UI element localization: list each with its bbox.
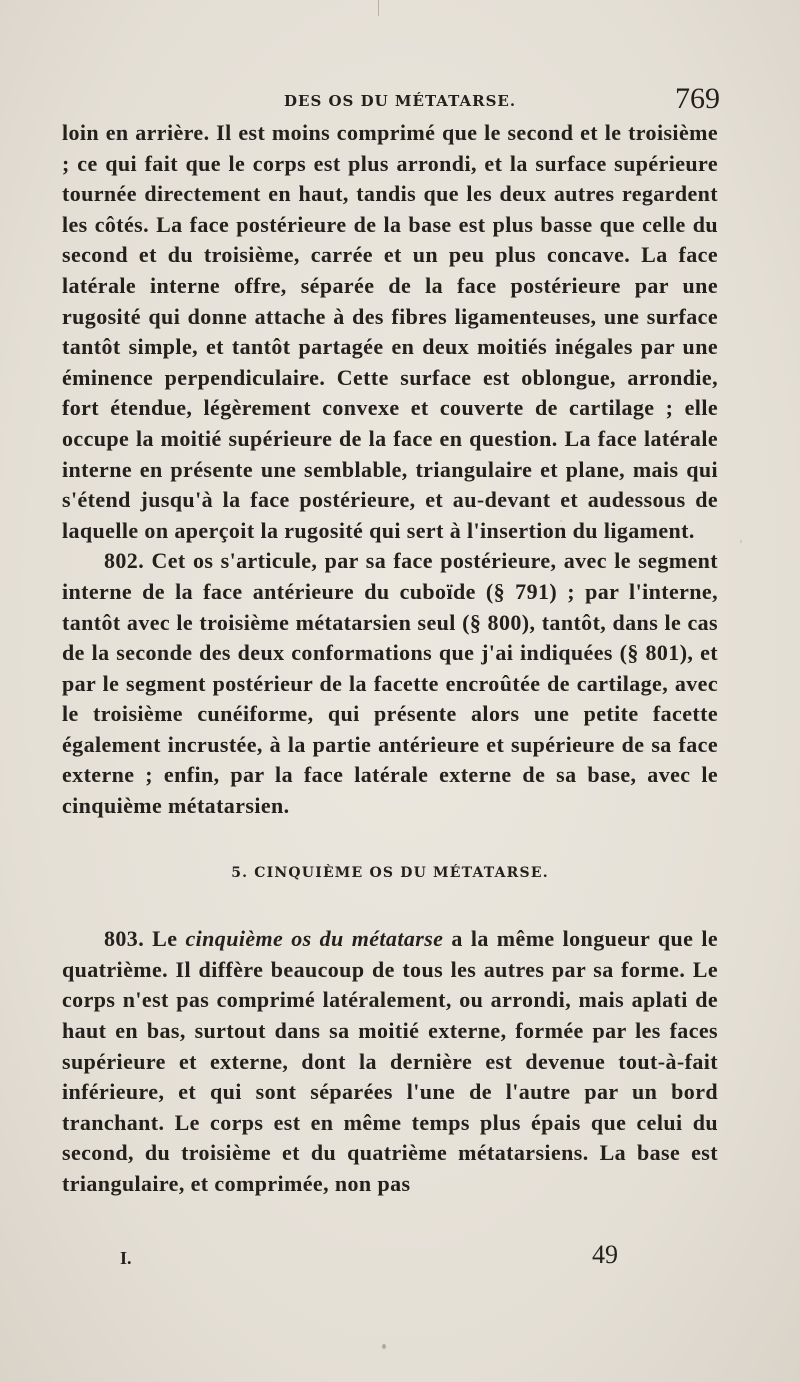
paragraph-1-text: loin en arrière. Il est moins comprimé que le second et le troisième ; ce qui fait que le corps est plus arrondi, et la surface supérieure tournée directement en haut, tandis que les deux autres regardent les côtés. La face postérieure de la base est plus basse que celle du second et du troisième, carrée et un peu plus concave. La face latérale interne offre, séparée de la face postérieure par une rugosité qui donne attache à des fibres ligamenteuses, une surface tantôt simple, et tantôt partagée en deux moitiés inégales par une éminence perpendiculaire. Cette surface est oblongue, arrondie, fort étendue, légèrement convexe et couverte de cartilage ; elle occupe la moitié supérieure de la face en question. La face latérale interne en présente une semblable, triangulaire et plane, mais qui s'étend jusqu'à la face postérieure, et au-devant et audessous de laquelle on aperçoit la rugosité qui sert à l'insertion du ligament. — [62, 120, 718, 543]
paragraph-803-lead: Le — [152, 926, 178, 952]
crop-mark — [378, 0, 379, 16]
paragraph-803-text: a la même longueur que le quatrième. Il diffère beaucoup de tous les autres par sa forme. Le corps n'est pas comprimé latéralement, ou arrondi, mais aplati de haut en bas, surtout dans sa moitié externe, formée par les faces supérieure et externe, dont la dernière est devenue tout-à-fait inférieure, et qui sont séparées l'une de l'autre par un bord tranchant. Le corps est en même temps plus épais que celui du second, du troisième et du quatrième métatarsiens. La base est triangulaire, et comprimée, non pas — [62, 926, 719, 1196]
paper-speck — [740, 540, 742, 543]
section-heading-label: CINQUIÈME OS DU MÉTATARSE. — [254, 864, 549, 881]
section-heading — [62, 858, 718, 889]
running-title: DES OS DU MÉTATARSE. — [284, 92, 517, 110]
paragraph-802-number: 802. — [104, 548, 145, 574]
paragraph-continuation — [62, 118, 718, 546]
sheet-number: 49 — [592, 1240, 618, 1269]
text-block — [62, 118, 718, 1200]
paragraph-803 — [62, 924, 718, 1199]
paper-speck — [560, 520, 562, 522]
signature-mark: I. — [120, 1248, 132, 1268]
paragraph-802 — [62, 546, 718, 821]
paragraph-802-text: Cet os s'articule, par sa face postérieure, avec le segment interne de la face antérieure du cuboïde (§ 791) ; par l'interne, tantôt avec le troisième métatarsien seul (§ 800), tantôt, dans le cas de la seconde des deux conformations que j'ai indiquées (§ 801), et par le segment postérieur de la facette encroûtée de cartilage, avec le troisième cunéiforme, qui présente alors une petite facette également incrustée, à la partie antérieure et supérieure de sa face externe ; enfin, par la face latérale externe de sa base, avec le cinquième métatarsien. — [62, 548, 718, 819]
paragraph-803-number: 803. — [104, 926, 145, 952]
paragraph-803-term: cinquième os du métatarse — [185, 926, 444, 952]
section-heading-number: 5. — [231, 864, 249, 881]
page-footer — [120, 1240, 640, 1280]
paper-speck — [382, 1344, 386, 1349]
page-number: 769 — [675, 82, 720, 115]
running-head — [60, 82, 720, 122]
